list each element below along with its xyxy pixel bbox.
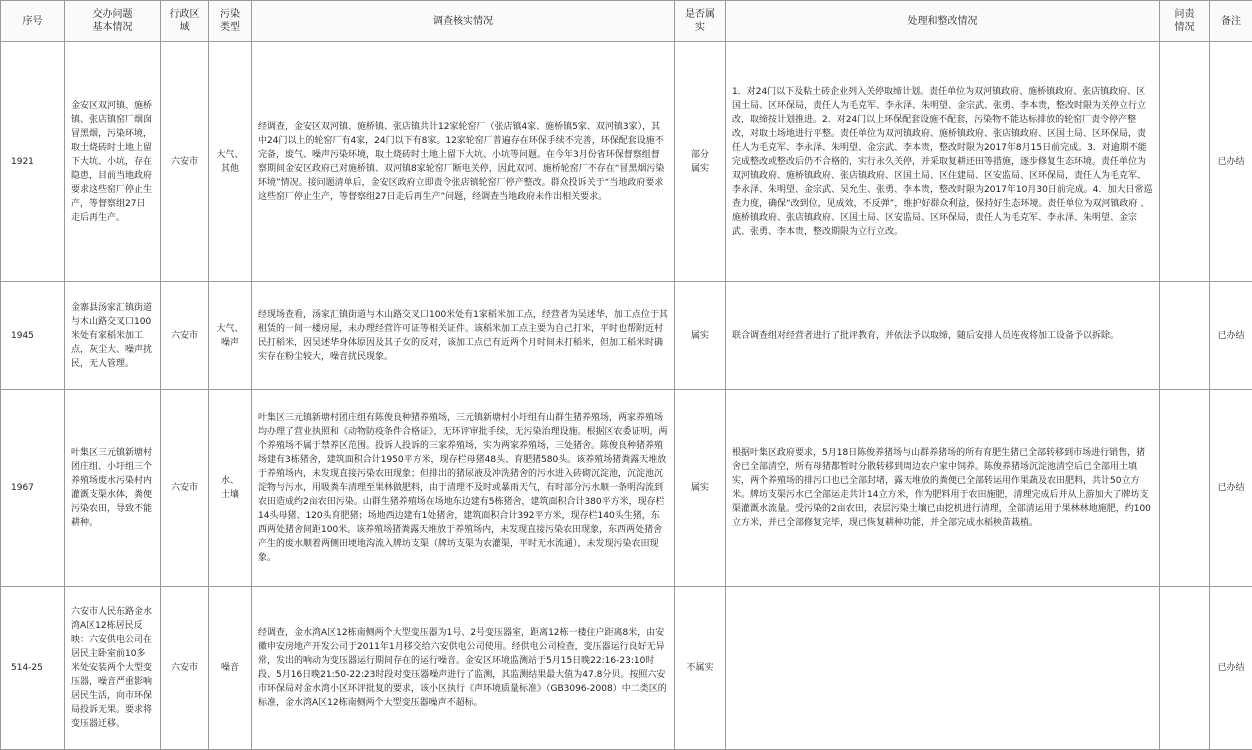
header-accountability: 问责 情况: [1160, 1, 1210, 42]
row-verified: 不属实: [675, 587, 726, 750]
header-verified: 是否属 实: [675, 1, 726, 42]
row-accountability: [1160, 587, 1210, 750]
table-row: [1, 587, 1252, 750]
row-problem: 金寨县汤家汇镇街道与木山路交叉口100米处有家稻米加工点，灰尘大、噪声扰民，无人管理。: [65, 282, 161, 390]
row-accountability: [1160, 282, 1210, 390]
row-investigation: 叶集区三元镇新塘村团庄组有陈俊良种猪养殖场，三元镇新塘村小圩组有山群生猪养殖场，两家养殖场均办理了营业执照和《动物防疫条件合格证》，无环评审批手续，无污染治理设施。根据区农委证明，两个养殖场不属于禁养区范围。投诉人投诉的三家养殖场，实为两家养殖场，三处猪舍。陈俊良种猪养殖场建有3栋猪舍，建筑面积合计1950平方米，现存栏母猪48头、育肥猪580头。该养殖场猪粪露天堆放于养殖场内，未发现直接污染农田现象；但排出的猪尿液及冲洗猪舍的污水进入砖砌沉淀池，沉淀池沉淀物与污水，用吸粪车清理至果林做肥料，由于清理不及时或暴雨天气，有时部分污水顺一条明沟流到农田造成约2亩农田污染。山群生猪养殖场在场地东边建有5栋猪舍，建筑面积合计380平方米，现存栏14头母猪、120头育肥猪；场地西边建有1处猪舍，建筑面积合计392平方米，现存栏140头生猪，东西两处猪舍间距100米。该养殖场猪粪露天堆放于养殖场内，未发现直接污染农田现象，东西两处猪舍产生的废水顺着两侧田埂地沟流入牌坊支渠（牌坊支渠为农灌渠，平时无水流通），未发现污染农田现象。: [252, 390, 675, 587]
row-id: 514-25: [1, 587, 65, 750]
row-id: 1945: [1, 282, 65, 390]
header-investigation: 调查核实情况: [252, 1, 675, 42]
row-district: 六安市: [161, 587, 209, 750]
header-seq: 序号: [1, 1, 65, 42]
header-handling: 处理和整改情况: [726, 1, 1160, 42]
table-row: [1, 282, 1252, 390]
row-problem: 金安区双河镇、施桥镇、张店镇窑厂烟囱冒黑烟，污染环境，取土烧砖时土地上留下大坑、小坑，存在隐患，目前当地政府要求这些窑厂停止生产，等督察组27日走后再生产。: [65, 42, 161, 282]
header-pollution: 污染 类型: [209, 1, 252, 42]
header-problem: 交办问题 基本情况: [65, 1, 161, 42]
row-remark: 已办结: [1210, 587, 1252, 750]
header-remark: 备注: [1210, 1, 1252, 42]
row-pollution: 水、 土壤: [209, 390, 252, 587]
row-accountability: [1160, 390, 1210, 587]
table-row: [1, 42, 1252, 282]
row-district: 六安市: [161, 282, 209, 390]
row-remark: 已办结: [1210, 282, 1252, 390]
row-investigation: 经现场查看，汤家汇镇街道与木山路交叉口100米处有1家稻米加工点，经营者为吴述华，加工点位于其租赁的一间一楼房屋，未办理经营许可证等相关证件。该稻米加工点主要为自己打米，平时也帮附近村民打稻米，因吴述华身体原因及其子女的反对，该加工点已有近两个月时间未打稻米，但加工稻米时确实存在粉尘较大，噪音扰民现象。: [252, 282, 675, 390]
row-remark: 已办结: [1210, 390, 1252, 587]
row-pollution: 大气、 其他: [209, 42, 252, 282]
row-pollution: 大气、 噪声: [209, 282, 252, 390]
header-row: [1, 1, 1252, 42]
row-district: 六安市: [161, 42, 209, 282]
row-district: 六安市: [161, 390, 209, 587]
row-handling: 1．对24门以下及粘土砖企业列入关停取缔计划。责任单位为双河镇政府、施桥镇政府、张店镇政府、区国土局、区环保局，责任人为毛克军、李永泽、朱明望、金宗武、张勇、李本贵，整改时限为关停立行立改，取缔按计划推进。2．对24门以上环保配套设施不配套，污染物不能达标排放的轮窑厂责令停产整改，对取土场地进行平整。责任单位为双河镇政府、施桥镇政府、张店镇政府、区国土局、区环保局，责任人为毛克军、李永泽、朱明望、金宗武、李本贵，整改时限为2017年8月15日前完成。3．对逾期不能完成整改或整改后仍不合格的，实行永久关停，并采取复耕还田等措施，逐步修复生态环境。责任单位为双河镇政府、施桥镇政府、张店镇政府、区国土局、区住建局、区安监局、区环保局，责任人为毛克军、李永泽、朱明望、金宗武、吴允生、张勇、李本贵，整改时限为2017年10月30日前完成。4．加大日常巡查力度，确保“改到位，见成效，不反弹”，维护好群众利益，保持好生态环境。责任单位为双河镇政府 、施桥镇政府、张店镇政府、区国土局、区安监局、区环保局，责任人为毛克军、李永泽、朱明望、金宗武、张勇、李本贵，整改期限为立行立改。: [726, 42, 1160, 282]
row-remark: 已办结: [1210, 42, 1252, 282]
row-id: 1921: [1, 42, 65, 282]
row-id: 1967: [1, 390, 65, 587]
table-row: [1, 390, 1252, 587]
row-verified: 属实: [675, 390, 726, 587]
row-verified: 部分 属实: [675, 42, 726, 282]
header-district: 行政区 域: [161, 1, 209, 42]
row-verified: 属实: [675, 282, 726, 390]
row-accountability: [1160, 42, 1210, 282]
row-pollution: 噪音: [209, 587, 252, 750]
row-handling: 根据叶集区政府要求，5月18日陈俊养猪场与山群养猪场的所有育肥生猪已全部转移到市场进行销售，猪舍已全部清空，所有母猪都暂时分散转移到周边农户家中饲养。陈俊养猪场沉淀池清空后已全部用土填实，两个养殖场的排污口也已全部封堵，露天堆放的粪便已全部转运用作果蔬及农田肥料，共计50立方米。牌坊支渠污水已全部运走共计14立方米，作为肥料用于农田施肥，清理完成后并从上游加大了牌坊支渠灌溉水流量。受污染的2亩农田，表层污染土壤已由挖机进行清理，全部清运用于果林林地施肥，约100立方米，并已全部修复完毕，现已恢复耕种功能，并全部完成水稻秧苗栽植。: [726, 390, 1160, 587]
row-handling: [726, 587, 1160, 750]
row-problem: 叶集区三元镇新塘村团庄组、小圩组三个养殖场废水污染村内灌溉支渠水体，粪便污染农田，导致不能耕种。: [65, 390, 161, 587]
row-investigation: 经调查，金水湾A区12栋南侧两个大型变压器为1号、2号变压器室，距离12栋一楼住户距离8米，由安徽申安房地产开发公司于2011年1月移交给六安供电公司使用。经供电公司检查，变压器运行良好无异常，发出的响动为变压器运行期间存在的运行噪音。金安区环境监测站于5月15日晚22:16-23:10时段、5月16日晚21:50-22:23时段对变压器噪声进行了监测，其监测结果最大值为47.8分贝。按照六安市环保局对金水湾小区环评批复的要求，该小区执行《声环境质量标准》（GB3096-2008）中二类区的标准，金水湾A区12栋南侧两个大型变压器噪声不超标。: [252, 587, 675, 750]
row-problem: 六安市人民东路金水湾A区12栋居民反映：六安供电公司在居民主卧室前10多米处安装两个大型变压器，噪音严重影响居民生活，向市环保局投诉无果。要求将变压器迁移。: [65, 587, 161, 750]
row-investigation: 经调查，金安区双河镇、施桥镇、张店镇共计12家轮窑厂（张店镇4家、施桥镇5家、双河镇3家），其中24门以上的轮窑厂有4家，24门以下有8家。12家轮窑厂普遍存在环保手续不完善，环保配套设施不完备，废气、噪声污染环境，取土烧砖时土地上留下大坑、小坑等问题。在今年3月份省环保督察组督察期间金安区政府已对施桥镇、双河镇8家轮窑厂断电关停，因此双河、施桥轮窑厂不存在“冒黑烟污染环境”情况。接问题清单后，金安区政府立即责令张店镇轮窑厂停产整改。群众投诉关于“当地政府要求这些窑厂停止生产，等督察组27日走后再生产”问题，经调查当地政府未作出相关要求。: [252, 42, 675, 282]
row-handling: 联合调查组对经营者进行了批评教育，并依法予以取缔，随后安排人员连夜将加工设备予以拆除。: [726, 282, 1160, 390]
